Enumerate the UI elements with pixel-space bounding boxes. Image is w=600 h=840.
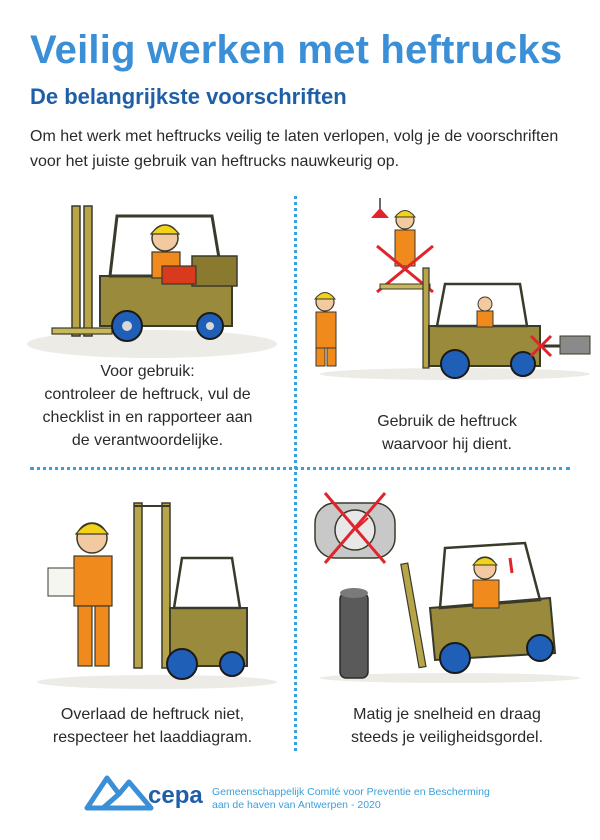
caption-line: Gebruik de heftruck: [377, 413, 517, 430]
caption-line: controleer de heftruck, vul de: [44, 386, 251, 403]
cepa-logo-icon: [85, 772, 155, 812]
caption-line: de verantwoordelijke.: [71, 432, 224, 449]
footer-organization: [212, 786, 490, 812]
footer-line: Gemeenschappelijk Comité voor Preventie en Bescherming: [212, 786, 490, 798]
caption-line: Overlaad de heftruck niet,: [60, 706, 245, 723]
caption-line: waarvoor hij dient.: [382, 436, 512, 453]
forklift-misuse-illustration: [305, 196, 590, 381]
intro-text: Om het werk met heftrucks veilig te laten verlopen, volg je de voorschriften voor het juiste gebruik van heftrucks nauwkeurig op.: [30, 128, 559, 170]
panel-inspection-caption: [20, 360, 275, 452]
horizontal-divider: [30, 467, 570, 470]
forklift-speed-illustration: [310, 488, 585, 683]
panel-correct-use-caption: [312, 410, 582, 456]
caption-line: Matig je snelheid en draag: [353, 706, 541, 723]
forklift-inspection-illustration: [22, 196, 292, 356]
caption-line: Voor gebruik:: [100, 363, 195, 380]
poster-subtitle: De belangrijkste voorschriften: [30, 84, 347, 109]
panel-speed-caption: [312, 703, 582, 749]
vertical-divider: [294, 196, 297, 751]
footer-line: aan de haven van Antwerpen - 2020: [212, 799, 381, 811]
caption-line: steeds je veiligheidsgordel.: [350, 729, 544, 746]
panel-overload-caption: [20, 703, 285, 749]
cepa-logo-text: cepa: [148, 782, 203, 809]
caption-line: checklist in en rapporteer aan: [42, 409, 253, 426]
caption-line: respecteer het laaddiagram.: [52, 729, 253, 746]
forklift-overload-illustration: [22, 488, 287, 688]
poster-title: Veilig werken met heftrucks: [30, 28, 563, 72]
